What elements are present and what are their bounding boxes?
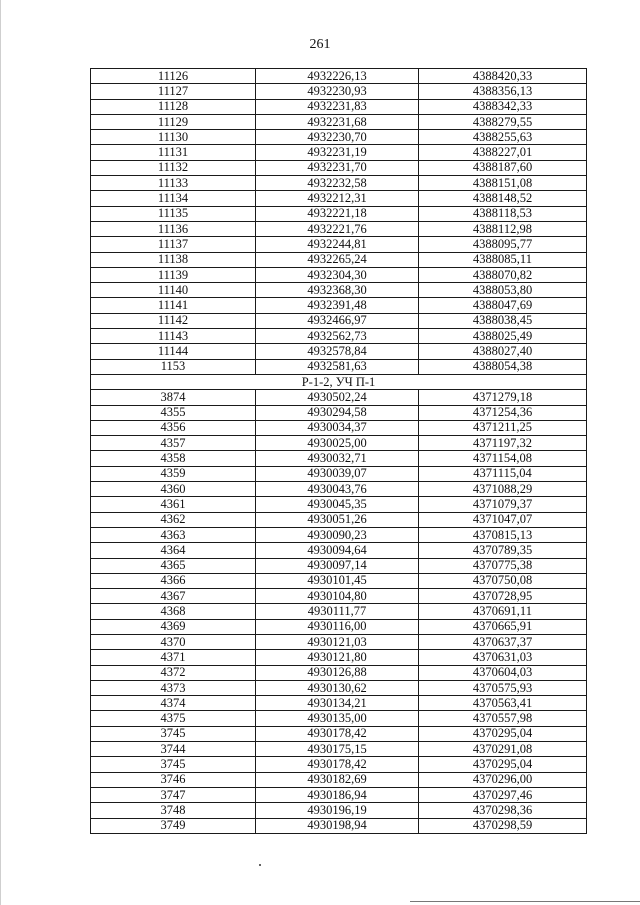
point-number-cell: 3746 (91, 772, 256, 787)
y-coordinate-cell: 4370557,98 (419, 711, 587, 726)
y-coordinate-cell: 4370575,93 (419, 680, 587, 695)
point-number-cell: 11143 (91, 329, 256, 344)
y-coordinate-cell: 4371047,07 (419, 512, 587, 527)
point-number-cell: 11133 (91, 176, 256, 191)
table-row (91, 99, 587, 114)
y-coordinate-cell: 4370637,37 (419, 634, 587, 649)
x-coordinate-cell: 4932231,70 (256, 160, 419, 175)
table-row (91, 252, 587, 267)
point-number-cell: 11131 (91, 145, 256, 160)
point-number-cell: 4356 (91, 420, 256, 435)
y-coordinate-cell: 4388054,38 (419, 359, 587, 374)
y-coordinate-cell: 4388053,80 (419, 283, 587, 298)
x-coordinate-cell: 4932221,76 (256, 221, 419, 236)
point-number-cell: 3745 (91, 726, 256, 741)
x-coordinate-cell: 4930101,45 (256, 573, 419, 588)
y-coordinate-cell: 4370775,38 (419, 558, 587, 573)
x-coordinate-cell: 4932244,81 (256, 237, 419, 252)
table-row (91, 283, 587, 298)
point-number-cell: 11135 (91, 206, 256, 221)
y-coordinate-cell: 4370295,04 (419, 726, 587, 741)
x-coordinate-cell: 4930196,19 (256, 803, 419, 818)
point-number-cell: 11138 (91, 252, 256, 267)
y-coordinate-cell: 4388085,11 (419, 252, 587, 267)
point-number-cell: 11142 (91, 313, 256, 328)
y-coordinate-cell: 4388255,63 (419, 130, 587, 145)
x-coordinate-cell: 4930039,07 (256, 466, 419, 481)
table-row (91, 497, 587, 512)
point-number-cell: 11130 (91, 130, 256, 145)
point-number-cell: 4371 (91, 650, 256, 665)
x-coordinate-cell: 4930130,62 (256, 680, 419, 695)
y-coordinate-cell: 4371211,25 (419, 420, 587, 435)
point-number-cell: 4359 (91, 466, 256, 481)
table-row (91, 420, 587, 435)
point-number-cell: 11141 (91, 298, 256, 313)
y-coordinate-cell: 4370728,95 (419, 589, 587, 604)
y-coordinate-cell: 4370291,08 (419, 742, 587, 757)
x-coordinate-cell: 4930294,58 (256, 405, 419, 420)
y-coordinate-cell: 4370631,03 (419, 650, 587, 665)
point-number-cell: 4364 (91, 543, 256, 558)
table-row (91, 742, 587, 757)
table-row (91, 130, 587, 145)
table-row (91, 482, 587, 497)
table-row (91, 344, 587, 359)
x-coordinate-cell: 4930051,26 (256, 512, 419, 527)
y-coordinate-cell: 4370298,59 (419, 818, 587, 833)
y-coordinate-cell: 4370665,91 (419, 619, 587, 634)
table-row (91, 772, 587, 787)
y-coordinate-cell: 4388356,13 (419, 84, 587, 99)
point-number-cell: 4355 (91, 405, 256, 420)
point-number-cell: 4370 (91, 634, 256, 649)
table-row (91, 114, 587, 129)
section-heading-row (91, 374, 587, 389)
point-number-cell: 11136 (91, 221, 256, 236)
y-coordinate-cell: 4388027,40 (419, 344, 587, 359)
y-coordinate-cell: 4388187,60 (419, 160, 587, 175)
point-number-cell: 11137 (91, 237, 256, 252)
x-coordinate-cell: 4932231,68 (256, 114, 419, 129)
point-number-cell: 4363 (91, 527, 256, 542)
y-coordinate-cell: 4371115,04 (419, 466, 587, 481)
table-row (91, 634, 587, 649)
point-number-cell: 3874 (91, 390, 256, 405)
x-coordinate-cell: 4930198,94 (256, 818, 419, 833)
point-number-cell: 4375 (91, 711, 256, 726)
y-coordinate-cell: 4370815,13 (419, 527, 587, 542)
table-row (91, 390, 587, 405)
x-coordinate-cell: 4930090,23 (256, 527, 419, 542)
point-number-cell: 11127 (91, 84, 256, 99)
point-number-cell: 4362 (91, 512, 256, 527)
x-coordinate-cell: 4932232,58 (256, 176, 419, 191)
page-number: 261 (309, 37, 331, 52)
y-coordinate-cell: 4388279,55 (419, 114, 587, 129)
table-row (91, 573, 587, 588)
table-row (91, 176, 587, 191)
stray-mark (259, 864, 261, 866)
table-row (91, 221, 587, 236)
page-edge (0, 0, 1, 905)
x-coordinate-cell: 4930025,00 (256, 436, 419, 451)
table-row (91, 69, 587, 84)
table-row (91, 512, 587, 527)
y-coordinate-cell: 4388342,33 (419, 99, 587, 114)
x-coordinate-cell: 4930111,77 (256, 604, 419, 619)
table-row (91, 436, 587, 451)
x-coordinate-cell: 4930104,80 (256, 589, 419, 604)
x-coordinate-cell: 4932230,93 (256, 84, 419, 99)
y-coordinate-cell: 4388070,82 (419, 267, 587, 282)
table-row (91, 711, 587, 726)
point-number-cell: 4368 (91, 604, 256, 619)
y-coordinate-cell: 4370563,41 (419, 696, 587, 711)
table-row (91, 604, 587, 619)
point-number-cell: 4374 (91, 696, 256, 711)
table-row (91, 160, 587, 175)
table-row (91, 818, 587, 833)
point-number-cell: 4357 (91, 436, 256, 451)
point-number-cell: 4365 (91, 558, 256, 573)
coordinates-table-body (91, 69, 587, 834)
y-coordinate-cell: 4388038,45 (419, 313, 587, 328)
x-coordinate-cell: 4932581,63 (256, 359, 419, 374)
table-row (91, 206, 587, 221)
x-coordinate-cell: 4930134,21 (256, 696, 419, 711)
x-coordinate-cell: 4932578,84 (256, 344, 419, 359)
table-row (91, 680, 587, 695)
x-coordinate-cell: 4930043,76 (256, 482, 419, 497)
y-coordinate-cell: 4388148,52 (419, 191, 587, 206)
x-coordinate-cell: 4932226,13 (256, 69, 419, 84)
x-coordinate-cell: 4930045,35 (256, 497, 419, 512)
point-number-cell: 3745 (91, 757, 256, 772)
x-coordinate-cell: 4930121,80 (256, 650, 419, 665)
x-coordinate-cell: 4930121,03 (256, 634, 419, 649)
point-number-cell: 4361 (91, 497, 256, 512)
x-coordinate-cell: 4932231,19 (256, 145, 419, 160)
table-row (91, 298, 587, 313)
y-coordinate-cell: 4388420,33 (419, 69, 587, 84)
point-number-cell: 11134 (91, 191, 256, 206)
point-number-cell: 4369 (91, 619, 256, 634)
y-coordinate-cell: 4370295,04 (419, 757, 587, 772)
x-coordinate-cell: 4930135,00 (256, 711, 419, 726)
y-coordinate-cell: 4388047,69 (419, 298, 587, 313)
x-coordinate-cell: 4930502,24 (256, 390, 419, 405)
table-row (91, 466, 587, 481)
table-row (91, 145, 587, 160)
x-coordinate-cell: 4930126,88 (256, 665, 419, 680)
table-row (91, 329, 587, 344)
point-number-cell: 4360 (91, 482, 256, 497)
table-row (91, 313, 587, 328)
table-row (91, 405, 587, 420)
table-row (91, 84, 587, 99)
x-coordinate-cell: 4932265,24 (256, 252, 419, 267)
point-number-cell: 11128 (91, 99, 256, 114)
x-coordinate-cell: 4930178,42 (256, 757, 419, 772)
y-coordinate-cell: 4371197,32 (419, 436, 587, 451)
x-coordinate-cell: 4930094,64 (256, 543, 419, 558)
point-number-cell: 3747 (91, 787, 256, 802)
x-coordinate-cell: 4930175,15 (256, 742, 419, 757)
y-coordinate-cell: 4370296,00 (419, 772, 587, 787)
y-coordinate-cell: 4371254,36 (419, 405, 587, 420)
point-number-cell: 11129 (91, 114, 256, 129)
x-coordinate-cell: 4930186,94 (256, 787, 419, 802)
table-row (91, 267, 587, 282)
table-row (91, 803, 587, 818)
table-row (91, 650, 587, 665)
y-coordinate-cell: 4371154,08 (419, 451, 587, 466)
x-coordinate-cell: 4930182,69 (256, 772, 419, 787)
x-coordinate-cell: 4932230,70 (256, 130, 419, 145)
point-number-cell: 11126 (91, 69, 256, 84)
section-heading: Р-1-2, УЧ П-1 (91, 374, 587, 389)
table-row (91, 191, 587, 206)
y-coordinate-cell: 4388118,53 (419, 206, 587, 221)
point-number-cell: 3748 (91, 803, 256, 818)
y-coordinate-cell: 4371088,29 (419, 482, 587, 497)
point-number-cell: 4366 (91, 573, 256, 588)
y-coordinate-cell: 4388025,49 (419, 329, 587, 344)
point-number-cell: 4372 (91, 665, 256, 680)
x-coordinate-cell: 4932221,18 (256, 206, 419, 221)
table-row (91, 451, 587, 466)
point-number-cell: 11144 (91, 344, 256, 359)
point-number-cell: 4358 (91, 451, 256, 466)
x-coordinate-cell: 4932231,83 (256, 99, 419, 114)
y-coordinate-cell: 4370298,36 (419, 803, 587, 818)
y-coordinate-cell: 4370750,08 (419, 573, 587, 588)
x-coordinate-cell: 4930032,71 (256, 451, 419, 466)
table-row (91, 558, 587, 573)
y-coordinate-cell: 4371279,18 (419, 390, 587, 405)
x-coordinate-cell: 4932212,31 (256, 191, 419, 206)
point-number-cell: 3744 (91, 742, 256, 757)
x-coordinate-cell: 4930116,00 (256, 619, 419, 634)
point-number-cell: 3749 (91, 818, 256, 833)
coordinates-table (90, 68, 587, 834)
table-row (91, 619, 587, 634)
y-coordinate-cell: 4388151,08 (419, 176, 587, 191)
x-coordinate-cell: 4930034,37 (256, 420, 419, 435)
y-coordinate-cell: 4370604,03 (419, 665, 587, 680)
y-coordinate-cell: 4371079,37 (419, 497, 587, 512)
point-number-cell: 4367 (91, 589, 256, 604)
point-number-cell: 4373 (91, 680, 256, 695)
x-coordinate-cell: 4932466,97 (256, 313, 419, 328)
table-row (91, 359, 587, 374)
point-number-cell: 1153 (91, 359, 256, 374)
point-number-cell: 11140 (91, 283, 256, 298)
x-coordinate-cell: 4930178,42 (256, 726, 419, 741)
table-row (91, 696, 587, 711)
table-row (91, 757, 587, 772)
y-coordinate-cell: 4388095,77 (419, 237, 587, 252)
table-row (91, 726, 587, 741)
table-row (91, 665, 587, 680)
x-coordinate-cell: 4932368,30 (256, 283, 419, 298)
point-number-cell: 11139 (91, 267, 256, 282)
y-coordinate-cell: 4388112,98 (419, 221, 587, 236)
x-coordinate-cell: 4932562,73 (256, 329, 419, 344)
x-coordinate-cell: 4930097,14 (256, 558, 419, 573)
table-row (91, 543, 587, 558)
y-coordinate-cell: 4370691,11 (419, 604, 587, 619)
table-row (91, 237, 587, 252)
y-coordinate-cell: 4370789,35 (419, 543, 587, 558)
table-row (91, 589, 587, 604)
table-row (91, 787, 587, 802)
y-coordinate-cell: 4388227,01 (419, 145, 587, 160)
point-number-cell: 11132 (91, 160, 256, 175)
x-coordinate-cell: 4932391,48 (256, 298, 419, 313)
y-coordinate-cell: 4370297,46 (419, 787, 587, 802)
table-row (91, 527, 587, 542)
scan-edge-line (410, 901, 640, 902)
x-coordinate-cell: 4932304,30 (256, 267, 419, 282)
